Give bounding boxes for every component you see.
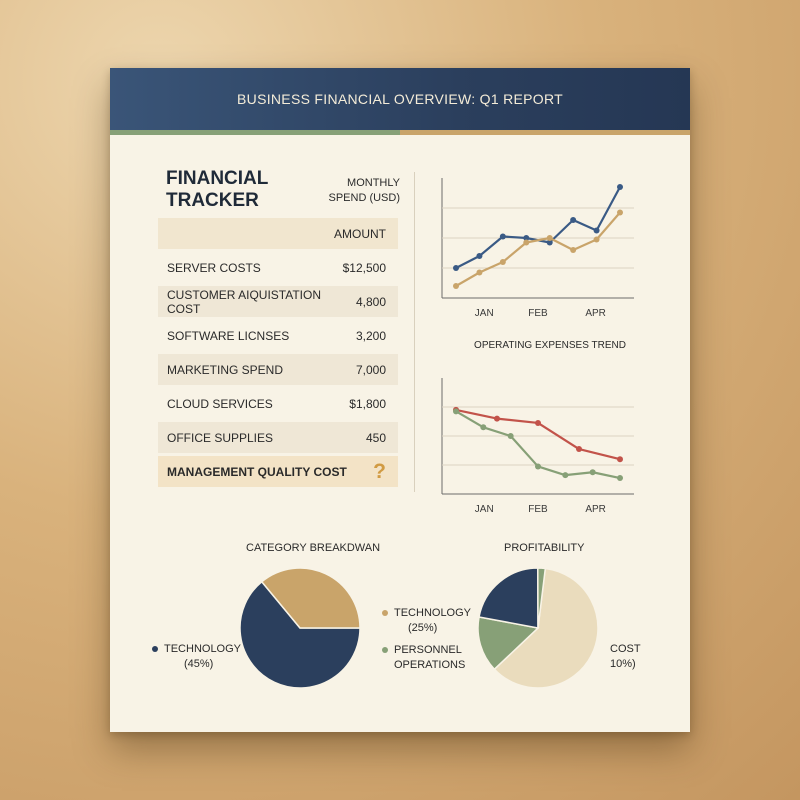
operating-expenses-line-chart	[440, 372, 640, 518]
row-amount: $12,500	[342, 260, 386, 275]
data-point	[476, 253, 482, 259]
row-label: SERVER COSTS	[167, 260, 261, 275]
row-label: MANAGEMENT QUALITY COST	[167, 464, 347, 479]
monthly-line2: SPEND (USD)	[328, 192, 400, 204]
row-label: CUSTOMER AIQUISTATION COST	[167, 287, 322, 316]
legend-dot	[382, 647, 388, 653]
table-row-highlight	[158, 456, 398, 487]
cost-label	[610, 642, 641, 672]
table-row	[158, 354, 398, 385]
x-tick-label: FEB	[528, 504, 548, 515]
row-label: OFFICE SUPPLIES	[167, 430, 274, 445]
data-point	[453, 283, 459, 289]
legend-label: TECHNOLOGY	[164, 643, 242, 655]
data-point	[594, 237, 600, 243]
monthly-spend-label	[320, 176, 400, 206]
report-header	[110, 68, 690, 130]
section-divider	[414, 172, 415, 492]
row-amount: $1,800	[349, 396, 386, 411]
legend-technology-25	[382, 606, 471, 636]
legend-personnel-operations	[382, 643, 465, 673]
header-stripe-green	[110, 130, 400, 135]
row-amount: 3,200	[355, 328, 386, 343]
data-point	[590, 469, 596, 475]
profitability-pie-chart	[476, 566, 600, 690]
question-mark-icon: ?	[373, 459, 386, 483]
legend-dot	[152, 646, 158, 652]
data-point	[508, 433, 514, 439]
legend-technology-45	[152, 642, 241, 672]
table-row	[158, 286, 398, 317]
legend-sub: OPERATIONS	[394, 659, 466, 671]
x-tick-label: APR	[585, 308, 606, 319]
row-amount: 7,000	[355, 362, 386, 377]
table-row	[158, 422, 398, 453]
x-tick-label: JAN	[474, 504, 494, 515]
legend-label: PERSONNEL	[394, 644, 462, 656]
data-point	[500, 234, 506, 240]
row-amount: 450	[365, 430, 386, 445]
table-row	[158, 320, 398, 351]
pie-2-title: PROFITABILITY	[504, 542, 585, 554]
data-point	[476, 270, 482, 276]
pie-slice	[479, 568, 538, 628]
cost-label-line2: 10%)	[610, 658, 636, 670]
data-point	[617, 456, 623, 462]
amount-header: AMOUNT	[334, 226, 386, 241]
legend-label: TECHNOLOGY	[394, 607, 472, 619]
tracker-title-line1: FINANCIAL	[166, 168, 269, 189]
monthly-line1: MONTHLY	[347, 177, 400, 189]
row-label: MARKETING SPEND	[167, 362, 284, 377]
data-point	[523, 240, 529, 246]
tracker-title	[166, 168, 326, 212]
header-stripe-tan	[400, 130, 690, 135]
revenue-line-chart	[440, 172, 640, 322]
category-pie-chart	[238, 566, 362, 690]
data-point	[453, 408, 459, 414]
data-point	[570, 217, 576, 223]
legend-sub: (45%)	[184, 658, 214, 670]
data-point	[453, 265, 459, 271]
data-point	[617, 184, 623, 190]
data-point	[535, 463, 541, 469]
data-point	[494, 416, 500, 422]
data-point	[576, 446, 582, 452]
data-point	[547, 235, 553, 241]
report-card	[110, 68, 690, 732]
line-chart-2-title: OPERATING EXPENSES TREND	[474, 340, 626, 351]
row-label: SOFTWARE LICNSES	[167, 328, 290, 343]
cost-label-line1: COST	[610, 643, 641, 655]
legend-sub: (25%)	[408, 622, 438, 634]
data-point	[617, 475, 623, 481]
data-point	[570, 247, 576, 253]
row-amount: 4,800	[355, 294, 386, 309]
data-point	[617, 210, 623, 216]
table-header-row	[158, 218, 398, 249]
report-title: BUSINESS FINANCIAL OVERVIEW: Q1 REPORT	[237, 91, 563, 107]
legend-dot	[382, 610, 388, 616]
expense-table	[158, 218, 398, 490]
data-point	[594, 228, 600, 234]
pie-1-title: CATEGORY BREAKDWAN	[246, 542, 381, 554]
data-point	[480, 424, 486, 430]
tracker-title-line2: TRACKER	[166, 190, 259, 211]
row-label: CLOUD SERVICES	[167, 396, 273, 411]
table-row	[158, 388, 398, 419]
x-tick-label: APR	[585, 504, 606, 515]
data-point	[562, 472, 568, 478]
x-tick-label: FEB	[528, 308, 548, 319]
data-point	[500, 259, 506, 265]
series-line	[456, 410, 620, 459]
table-row	[158, 252, 398, 283]
x-tick-label: JAN	[474, 308, 494, 319]
data-point	[535, 420, 541, 426]
